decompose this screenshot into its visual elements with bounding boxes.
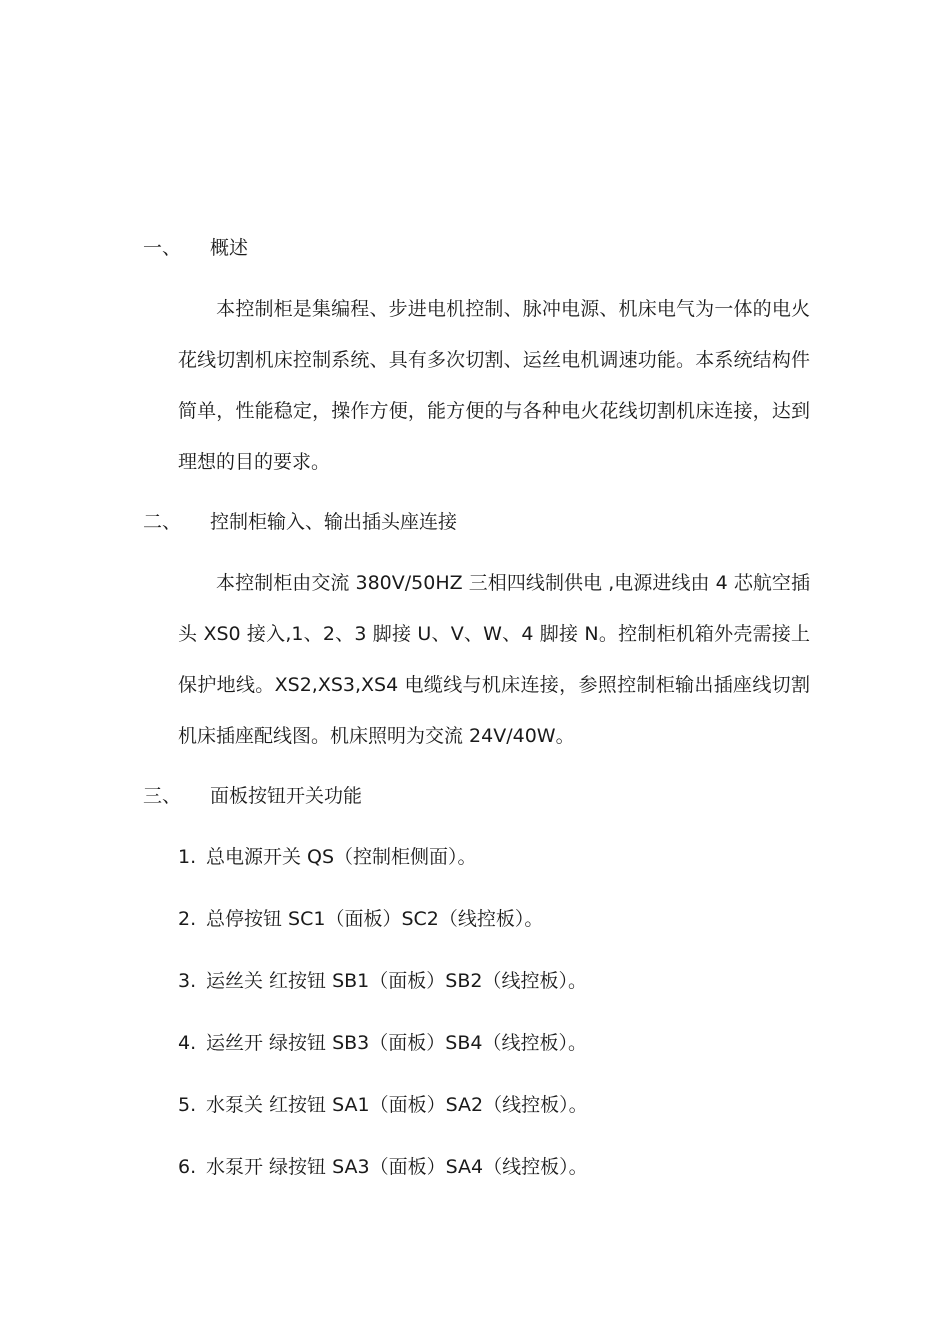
list-item: [178, 907, 588, 969]
section-heading-3: [143, 784, 362, 808]
list-text: 运丝开 绿按钮 SB3（面板）SB4（线控板）。: [206, 1032, 587, 1054]
section-title: 概述: [210, 237, 249, 259]
list-text: 运丝关 红按钮 SB1（面板）SB2（线控板）。: [206, 970, 587, 992]
section-title: 面板按钮开关功能: [210, 785, 363, 807]
section-number: 三、: [143, 785, 182, 807]
list-text: 总停按钮 SC1（面板）SC2（线控板）。: [206, 908, 544, 930]
list-item: [178, 969, 588, 1031]
list-item: [178, 1093, 588, 1155]
section-paragraph-1: [178, 284, 810, 488]
button-function-list: [178, 845, 588, 1217]
list-item: [178, 845, 588, 907]
list-text: 总电源开关 QS（控制柜侧面）。: [206, 846, 477, 868]
list-index: 4.: [178, 1032, 197, 1054]
list-text: 水泵关 红按钮 SA1（面板）SA2（线控板）。: [206, 1094, 588, 1116]
section-paragraph-2: [178, 558, 810, 762]
section-heading-1: [143, 236, 248, 260]
list-index: 6.: [178, 1156, 197, 1178]
section-heading-2: [143, 510, 457, 534]
list-item: [178, 1031, 588, 1093]
paragraph-text: 本控制柜由交流 380V/50HZ 三相四线制供电 ,电源进线由 4 芯航空插头 XS0 接入,1、2、3 脚接 U、V、W、4 脚接 N。控制柜机箱外壳需接上保护地线。XS2,XS3,XS4 电缆线与机床连接，参照控制柜输出插座线切割机床插座配线图。机床照明为交流 24V/40W。: [178, 572, 810, 747]
section-title: 控制柜输入、输出插头座连接: [210, 511, 458, 533]
list-index: 2.: [178, 908, 197, 930]
section-number: 一、: [143, 237, 182, 259]
list-index: 1.: [178, 846, 197, 868]
section-number: 二、: [143, 511, 182, 533]
list-index: 3.: [178, 970, 197, 992]
list-text: 水泵开 绿按钮 SA3（面板）SA4（线控板）。: [206, 1156, 588, 1178]
paragraph-text: 本控制柜是集编程、步进电机控制、脉冲电源、机床电气为一体的电火花线切割机床控制系统、具有多次切割、运丝电机调速功能。本系统结构件简单，性能稳定，操作方便，能方便的与各种电火花线切割机床连接，达到理想的目的要求。: [178, 298, 810, 473]
list-item: [178, 1155, 588, 1217]
list-index: 5.: [178, 1094, 197, 1116]
